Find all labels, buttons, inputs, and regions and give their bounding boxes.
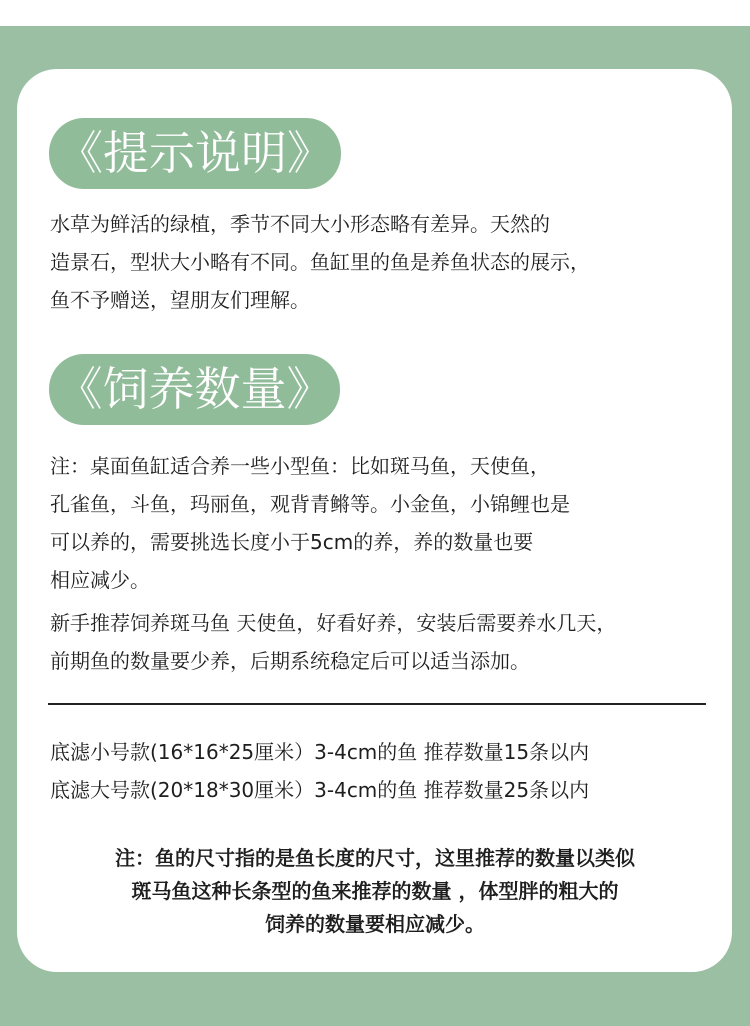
feeding-note-paragraph <box>50 447 570 599</box>
feeding-note-line: 注：桌面鱼缸适合养一些小型鱼：比如斑马鱼，天使鱼， <box>50 454 550 478</box>
tips-line: 造景石，型状大小略有不同。鱼缸里的鱼是养鱼状态的展示， <box>50 250 590 274</box>
tips-section-title: 《提示说明》 <box>49 118 341 189</box>
model-capacity-item-small: 底滤小号款(16*16*25厘米）3-4cm的鱼 推荐数量15条以内 <box>50 740 590 764</box>
tips-line: 水草为鲜活的绿植，季节不同大小形态略有差异。天然的 <box>50 212 550 236</box>
feeding-note-line: 孔雀鱼，斗鱼，玛丽鱼，观背青鳉等。小金鱼，小锦鲤也是 <box>50 492 570 516</box>
feeding-note-line: 相应减少。 <box>50 568 150 592</box>
beginner-line: 新手推荐饲养斑马鱼 天使鱼，好看好养，安装后需要养水几天， <box>50 611 617 635</box>
tips-paragraph <box>50 205 590 319</box>
divider-line <box>48 703 706 705</box>
beginner-line: 前期鱼的数量要少养，后期系统稳定后可以适当添加。 <box>50 649 530 673</box>
beginner-recommendation-paragraph <box>50 604 616 680</box>
feeding-note-line: 可以养的，需要挑选长度小于5cm的养，养的数量也要 <box>50 530 534 554</box>
footnote-line: 饲养的数量要相应减少。 <box>265 912 485 936</box>
footnote-line: 注：鱼的尺寸指的是鱼长度的尺寸，这里推荐的数量以类似 <box>115 846 635 870</box>
model-capacity-item-large: 底滤大号款(20*18*30厘米）3-4cm的鱼 推荐数量25条以内 <box>50 778 590 802</box>
model-capacity-list <box>50 733 589 809</box>
footnote-line: 斑马鱼这种长条型的鱼来推荐的数量 ，体型胖的粗大的 <box>131 879 619 903</box>
tips-line: 鱼不予赠送，望朋友们理解。 <box>50 288 310 312</box>
feeding-section-title: 《饲养数量》 <box>49 354 340 425</box>
size-footnote <box>0 842 750 941</box>
